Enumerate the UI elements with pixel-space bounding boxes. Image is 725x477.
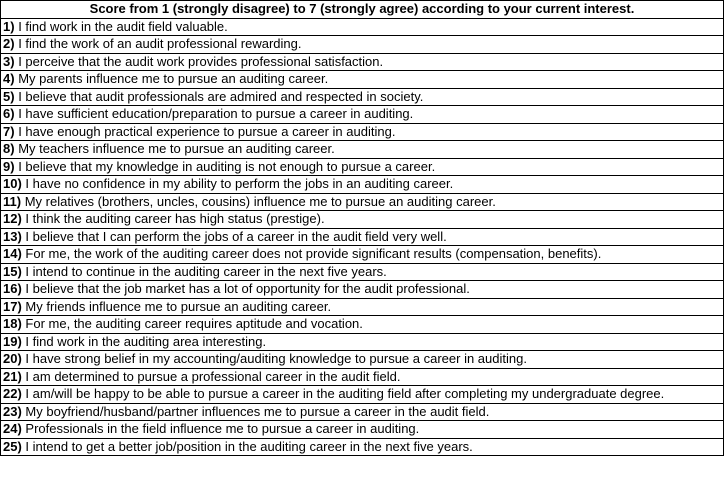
item-number: 11) (3, 193, 22, 209)
items-body (1, 18, 724, 456)
table-row (1, 333, 724, 351)
item-text: Professionals in the field influence me to pursue a career in auditing. (25, 421, 420, 436)
table-row (1, 386, 724, 404)
item-text: My boyfriend/husband/partner influences me to pursue a career in the audit field. (25, 403, 490, 419)
item-text: My parents influence me to pursue an auditing career. (18, 71, 329, 86)
item-number: 17) (3, 298, 22, 314)
table-row (1, 228, 724, 246)
item-number: 2) (3, 36, 15, 51)
item-number: 14) (3, 246, 22, 261)
item-text: I believe that my knowledge in auditing is not enough to pursue a career. (18, 158, 436, 174)
table-row (1, 298, 724, 316)
item-number: 16) (3, 281, 22, 296)
item-number: 19) (3, 333, 22, 349)
table-row (1, 193, 724, 211)
item-text: I find the work of an audit professional rewarding. (18, 36, 302, 51)
table-row (1, 368, 724, 386)
item-cell (1, 123, 724, 141)
item-cell (1, 316, 724, 334)
table-row (1, 158, 724, 176)
table-header: Score from 1 (strongly disagree) to 7 (strongly agree) according to your current interest. (1, 1, 724, 19)
table-row (1, 421, 724, 439)
item-number: 5) (3, 88, 15, 104)
table-row (1, 71, 724, 89)
item-cell (1, 71, 724, 89)
item-text: My teachers influence me to pursue an auditing career. (18, 141, 335, 156)
item-cell (1, 211, 724, 229)
item-number: 20) (3, 351, 22, 366)
item-cell (1, 246, 724, 264)
item-number: 1) (3, 18, 15, 34)
table-row (1, 281, 724, 299)
item-cell (1, 53, 724, 71)
item-text: I have strong belief in my accounting/auditing knowledge to pursue a career in auditing. (25, 351, 527, 366)
table-row (1, 123, 724, 141)
item-number: 25) (3, 438, 22, 454)
item-number: 6) (3, 106, 15, 121)
item-cell (1, 368, 724, 386)
table-row (1, 141, 724, 159)
table-row (1, 106, 724, 124)
item-number: 9) (3, 158, 15, 174)
item-cell (1, 88, 724, 106)
item-number: 3) (3, 53, 15, 69)
item-cell (1, 228, 724, 246)
item-number: 18) (3, 316, 22, 331)
item-text: I am/will be happy to be able to pursue a career in the auditing field after completing my undergraduate degree. (25, 386, 665, 401)
table-row (1, 316, 724, 334)
item-cell (1, 193, 724, 211)
item-number: 15) (3, 263, 22, 279)
item-text: I find work in the auditing area interesting. (25, 333, 267, 349)
item-cell (1, 281, 724, 299)
item-number: 24) (3, 421, 22, 436)
table-row (1, 351, 724, 369)
item-cell (1, 176, 724, 194)
item-number: 8) (3, 141, 15, 156)
item-text: I intend to get a better job/position in the auditing career in the next five years. (25, 438, 473, 454)
item-cell (1, 36, 724, 54)
item-text: I have enough practical experience to pursue a career in auditing. (18, 123, 396, 139)
item-text: I believe that audit professionals are admired and respected in society. (18, 88, 424, 104)
item-text: I believe that the job market has a lot of opportunity for the audit professional. (25, 281, 470, 296)
item-number: 23) (3, 403, 22, 419)
table-row (1, 18, 724, 36)
item-text: I believe that I can perform the jobs of a career in the audit field very well. (25, 228, 447, 244)
item-text: I perceive that the audit work provides professional satisfaction. (18, 53, 384, 69)
item-cell (1, 263, 724, 281)
table-row (1, 53, 724, 71)
item-text: I find work in the audit field valuable. (18, 18, 228, 34)
item-number: 22) (3, 386, 22, 401)
item-cell (1, 333, 724, 351)
item-cell (1, 386, 724, 404)
item-number: 21) (3, 368, 22, 384)
item-number: 10) (3, 176, 22, 191)
table-row (1, 438, 724, 456)
table-row (1, 211, 724, 229)
item-cell (1, 158, 724, 176)
item-text: I intend to continue in the auditing career in the next five years. (25, 263, 387, 279)
item-text: I am determined to pursue a professional career in the audit field. (25, 368, 401, 384)
item-cell (1, 438, 724, 456)
item-cell (1, 18, 724, 36)
table-row (1, 88, 724, 106)
item-text: I have no confidence in my ability to perform the jobs in an auditing career. (25, 176, 454, 191)
item-cell (1, 421, 724, 439)
item-text: I have sufficient education/preparation to pursue a career in auditing. (18, 106, 414, 121)
item-text: My friends influence me to pursue an auditing career. (25, 298, 332, 314)
item-text: I think the auditing career has high status (prestige). (25, 211, 325, 226)
item-number: 7) (3, 123, 15, 139)
item-number: 4) (3, 71, 15, 86)
table-row (1, 403, 724, 421)
item-cell (1, 106, 724, 124)
item-cell (1, 351, 724, 369)
item-number: 12) (3, 211, 22, 226)
table-row (1, 263, 724, 281)
table-row (1, 246, 724, 264)
table-row (1, 176, 724, 194)
item-cell (1, 141, 724, 159)
table-row (1, 36, 724, 54)
item-cell (1, 298, 724, 316)
header-row (1, 1, 724, 19)
item-number: 13) (3, 228, 22, 244)
item-text: For me, the auditing career requires aptitude and vocation. (25, 316, 363, 331)
item-cell (1, 403, 724, 421)
item-text: My relatives (brothers, uncles, cousins) influence me to pursue an auditing career. (24, 193, 496, 209)
item-text: For me, the work of the auditing career does not provide significant results (compensation, benefits). (25, 246, 602, 261)
